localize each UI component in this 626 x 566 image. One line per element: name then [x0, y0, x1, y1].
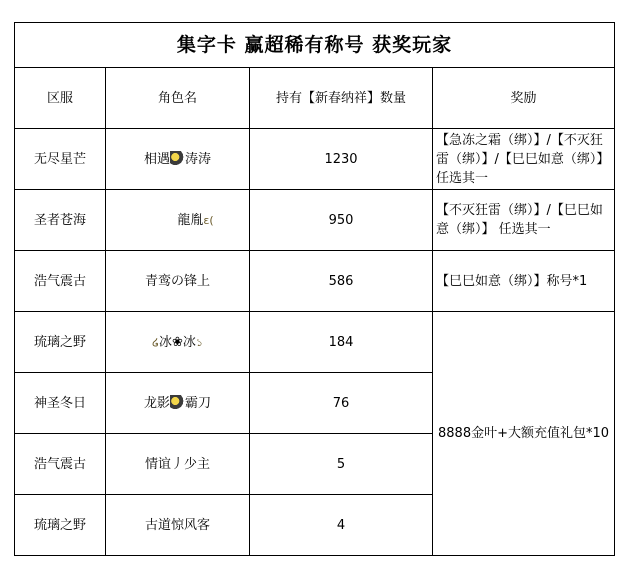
butterfly-emoji-icon: [170, 395, 185, 410]
role-cell: 古道惊风客: [106, 495, 250, 556]
role-cell: 情谊丿少主: [106, 434, 250, 495]
reward-cell: 【巳巳如意（绑）】称号*1: [433, 251, 615, 312]
role-cell: [106, 373, 250, 434]
role-name-part: 龍胤: [177, 212, 204, 228]
role-cell: [106, 129, 250, 190]
table-row: [15, 129, 615, 190]
server-cell: 琉璃之野: [15, 312, 106, 373]
count-cell: 5: [250, 434, 433, 495]
count-cell: 586: [250, 251, 433, 312]
count-cell: 4: [250, 495, 433, 556]
reward-cell: 【不灭狂雷（绑）】/【巳巳如意（绑）】 任选其一: [433, 190, 615, 251]
server-cell: 圣者苍海: [15, 190, 106, 251]
table-title: 集字卡 赢超稀有称号 获奖玩家: [15, 23, 615, 68]
server-cell: 琉璃之野: [15, 495, 106, 556]
fan-ornament-icon: ε(: [203, 213, 214, 227]
role-name-part: 相遇: [143, 151, 170, 167]
role-name-part: 涛涛: [185, 151, 212, 167]
server-cell: 无尽星芒: [15, 129, 106, 190]
role-cell: 青鸾の锋上: [106, 251, 250, 312]
winners-table: [14, 22, 615, 556]
role-name-part: 冰❀冰: [159, 334, 196, 350]
server-cell: 浩气震古: [15, 251, 106, 312]
table-row: [15, 251, 615, 312]
header-role: 角色名: [106, 68, 250, 129]
role-name-part: 霸刀: [185, 395, 212, 411]
header-reward: 奖励: [433, 68, 615, 129]
role-name-part: 龙影: [143, 395, 170, 411]
table-row: [15, 312, 615, 373]
server-cell: 浩气震古: [15, 434, 106, 495]
wing-ornament-icon: ໒: [151, 335, 159, 349]
count-cell: 76: [250, 373, 433, 434]
role-cell: [106, 190, 250, 251]
count-cell: 1230: [250, 129, 433, 190]
reward-cell: 【急冻之霜（绑）】/【不灭狂雷（绑）】/【巳巳如意（绑）】 任选其一: [433, 129, 615, 190]
role-cell: [106, 312, 250, 373]
count-cell: 184: [250, 312, 433, 373]
count-cell: 950: [250, 190, 433, 251]
wing-ornament-icon: ১: [195, 335, 204, 349]
server-cell: 神圣冬日: [15, 373, 106, 434]
header-server: 区服: [15, 68, 106, 129]
header-count: 持有【新春纳祥】数量: [250, 68, 433, 129]
header-row: [15, 68, 615, 129]
shared-reward-cell: 8888金叶+大额充值礼包*10: [433, 312, 615, 556]
butterfly-emoji-icon: [170, 151, 185, 166]
table-row: [15, 190, 615, 251]
